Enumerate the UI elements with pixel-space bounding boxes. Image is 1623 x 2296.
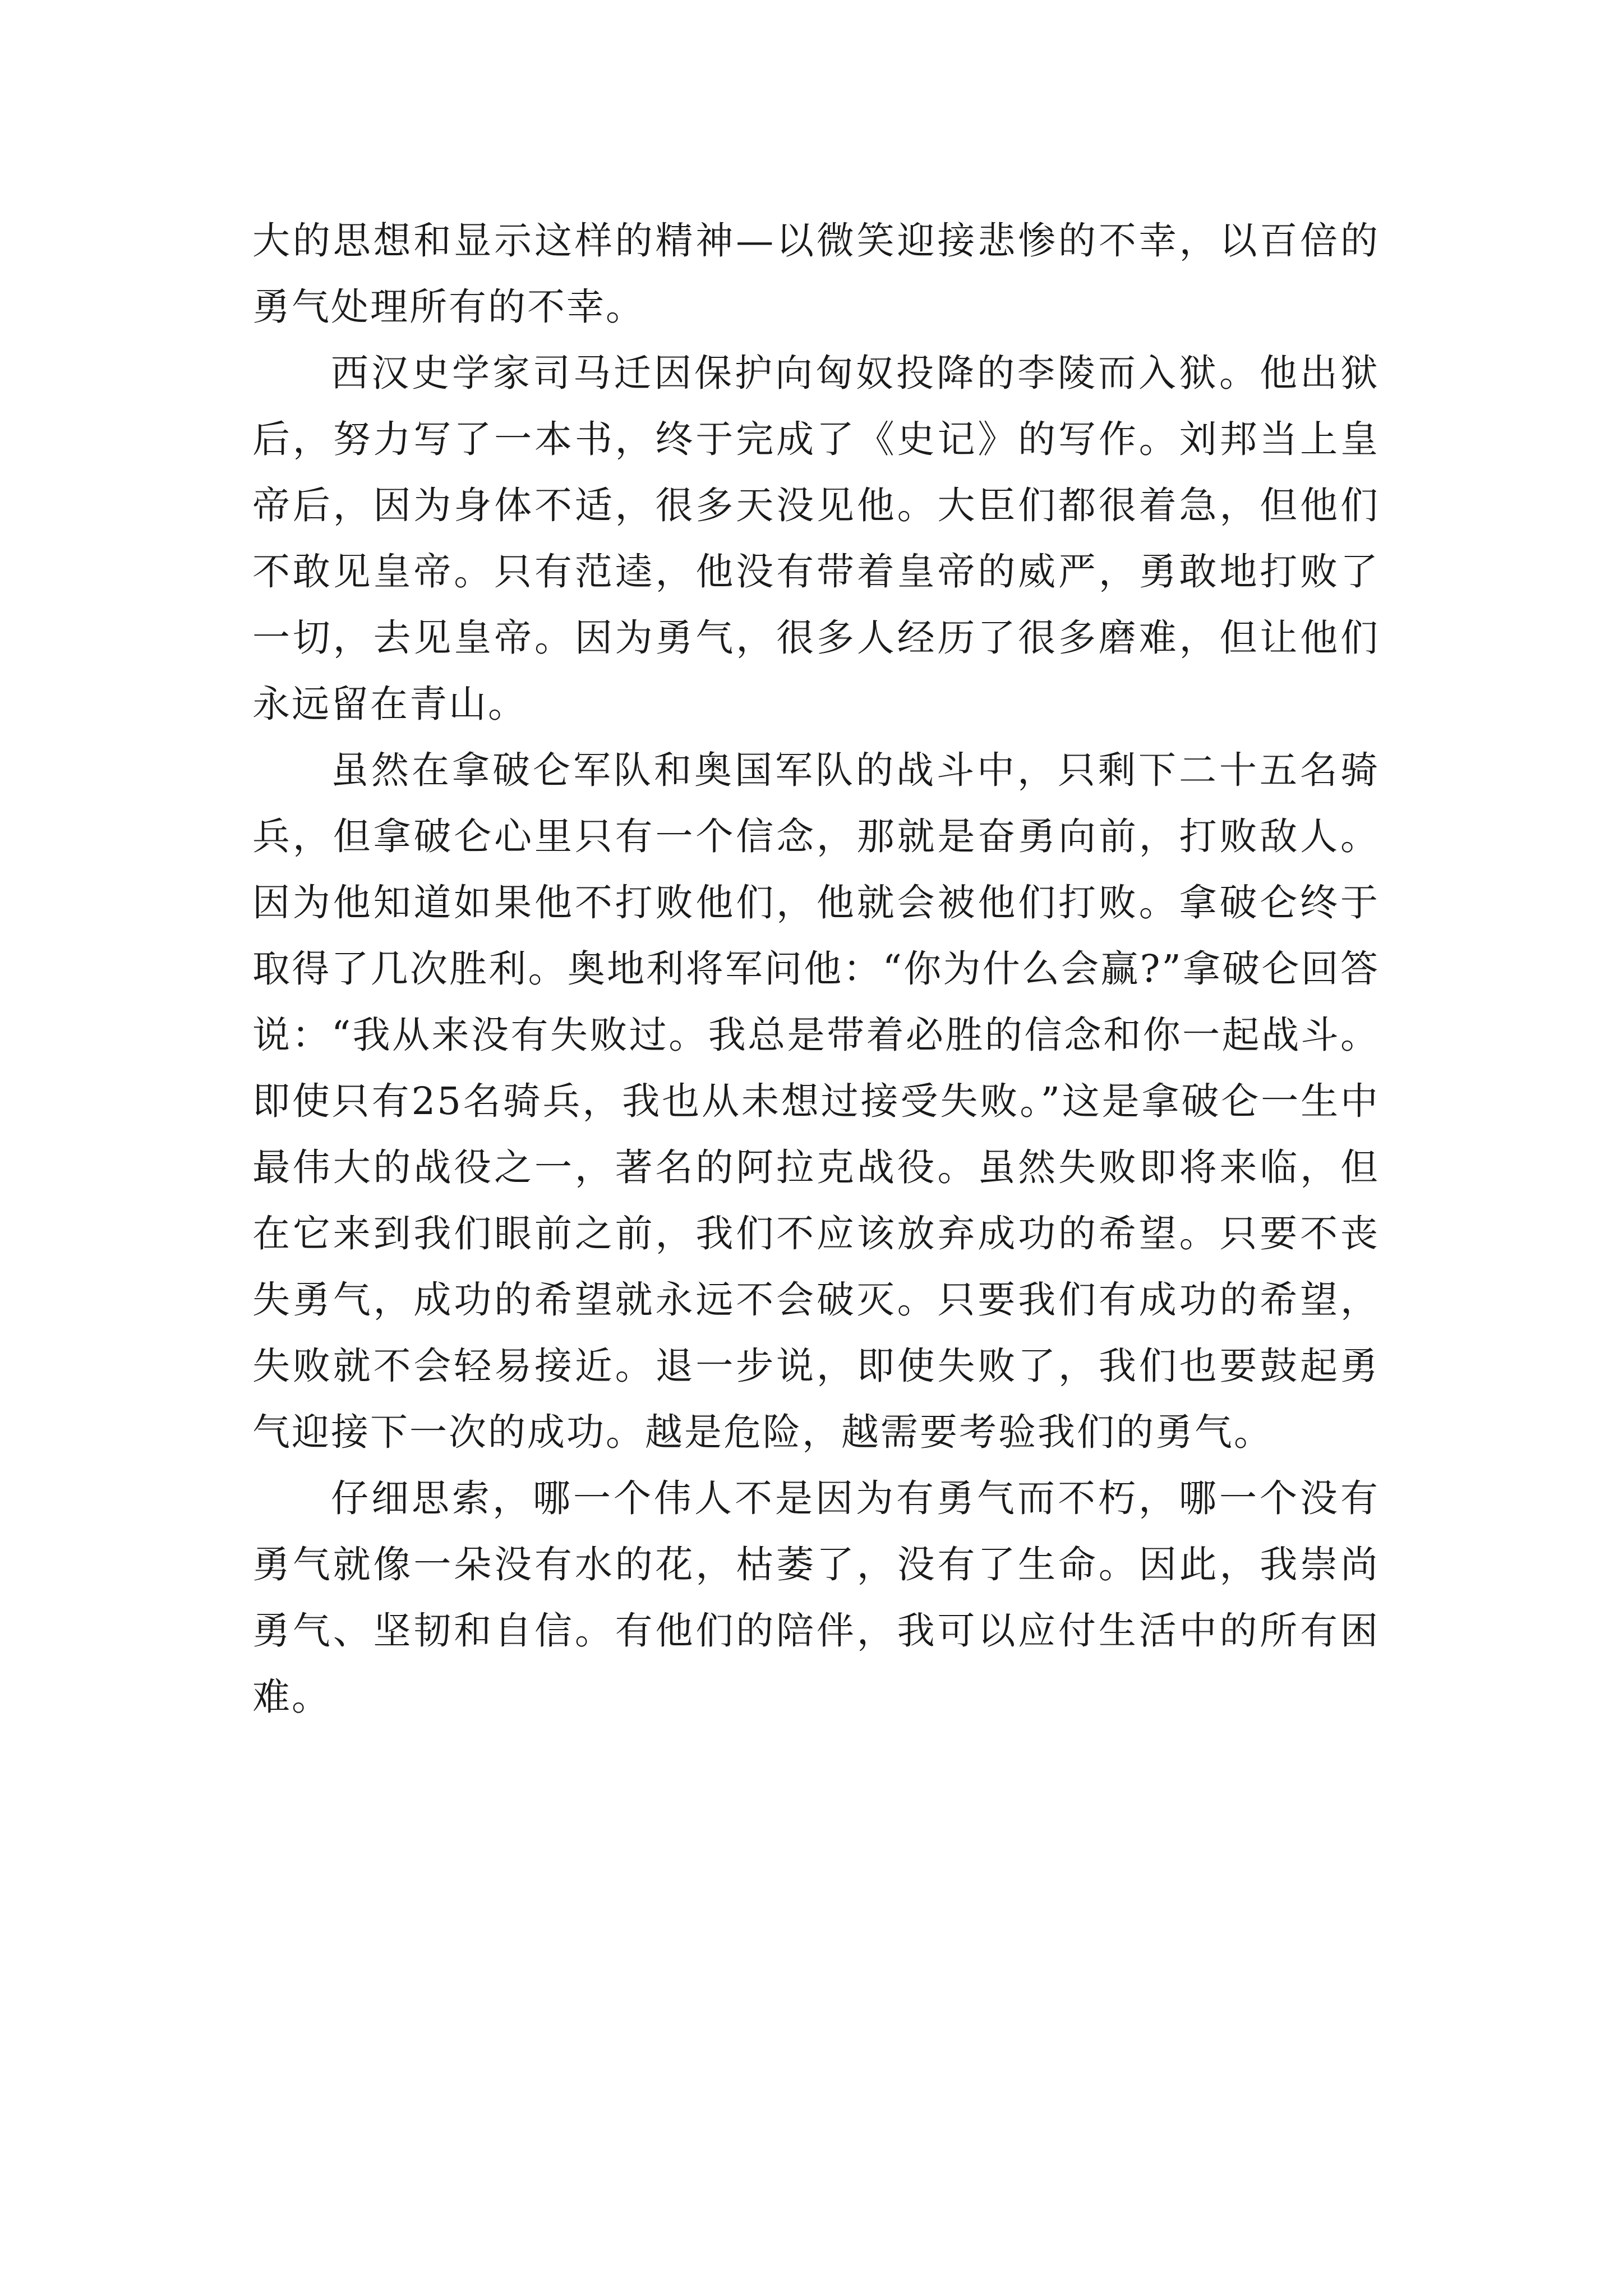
paragraph-continued: 大的思想和显示这样的精神—以微笑迎接悲惨的不幸，以百倍的勇气处理所有的不幸。 [252,219,1380,329]
paragraph-conclusion: 仔细思索，哪一个伟人不是因为有勇气而不朽，哪一个没有勇气就像一朵没有水的花，枯萎了，没有了生命。因此，我崇尚勇气、坚韧和自信。有他们的陪伴，我可以应付生活中的所有困难。 [252,1476,1380,1719]
essay-body [252,208,1380,1730]
paragraph-sima-qian: 西汉史学家司马迁因保护向匈奴投降的李陵而入狱。他出狱后，努力写了一本书，终于完成了《史记》的写作。刘邦当上皇帝后，因为身体不适，很多天没见他。大臣们都很着急，但他们不敢见皇帝。只有范逵，他没有带着皇帝的威严，勇敢地打败了一切，去见皇帝。因为勇气，很多人经历了很多磨难，但让他们永远留在青山。 [252,351,1380,726]
paragraph-napoleon: 虽然在拿破仑军队和奥国军队的战斗中，只剩下二十五名骑兵，但拿破仑心里只有一个信念，那就是奋勇向前，打败敌人。因为他知道如果他不打败他们，他就会被他们打败。拿破仑终于取得了几次胜利。奥地利将军问他：“你为什么会赢?”拿破仑回答说：“我从来没有失败过。我总是带着必胜的信念和你一起战斗。即使只有25名骑兵，我也从未想过接受失败。”这是拿破仑一生中最伟大的战役之一，著名的阿拉克战役。虽然失败即将来临，但在它来到我们眼前之前，我们不应该放弃成功的希望。只要不丧失勇气，成功的希望就永远不会破灭。只要我们有成功的希望，失败就不会轻易接近。退一步说，即使失败了，我们也要鼓起勇气迎接下一次的成功。越是危险，越需要考验我们的勇气。 [252,748,1380,1454]
